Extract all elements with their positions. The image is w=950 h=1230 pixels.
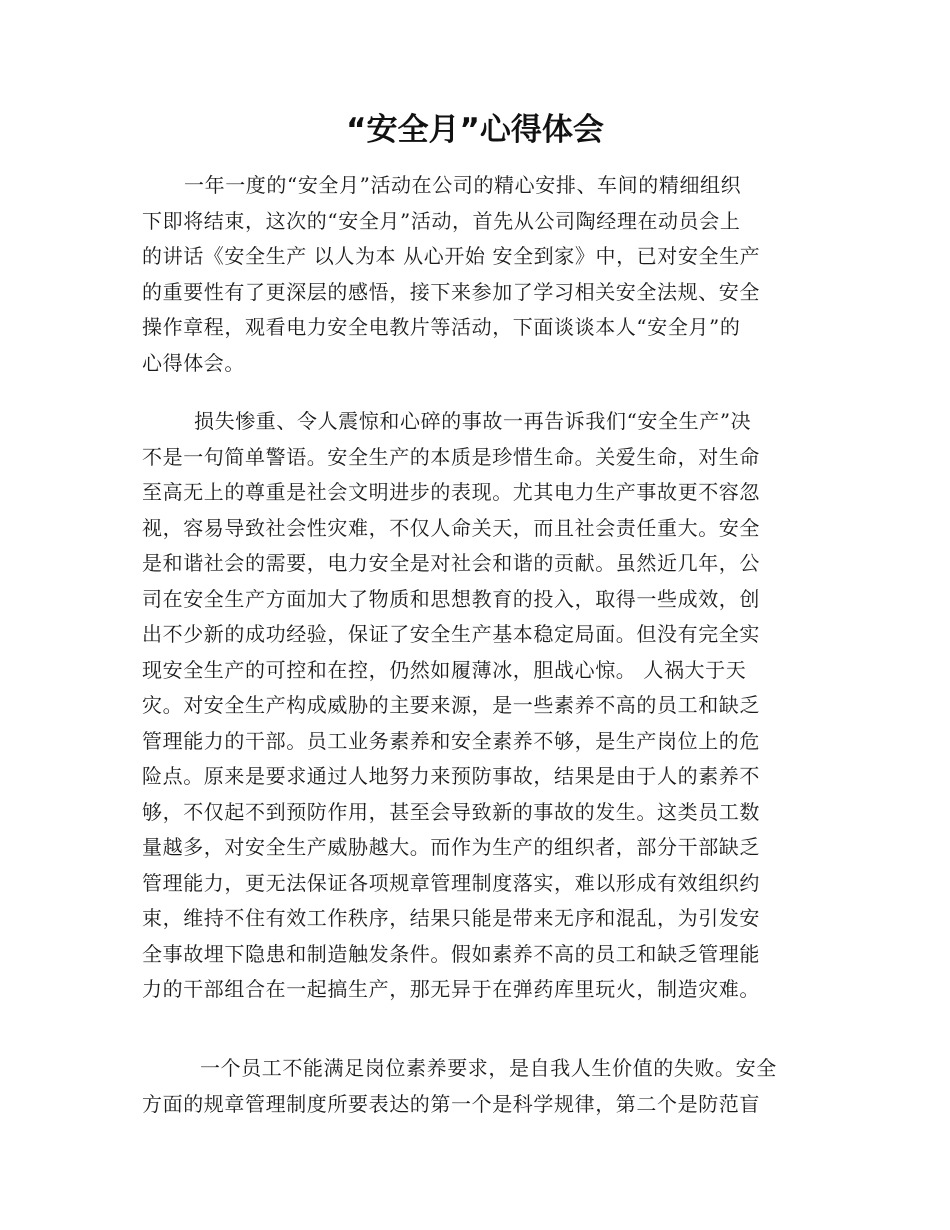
- paragraph-line: 视，容易导致社会性灾难，不仅人命关天，而且社会责任重大。安全: [142, 515, 760, 540]
- paragraph-line: 的重要性有了更深层的感悟，接下来参加了学习相关安全法规、安全: [142, 279, 760, 304]
- paragraph-line: 司在安全生产方面加大了物质和思想教育的投入，取得一些成效，创: [142, 586, 760, 611]
- paragraph-2: [142, 404, 806, 1008]
- paragraph-line: 够，不仅起不到预防作用，甚至会导致新的事故的发生。这类员工数: [142, 799, 760, 824]
- paragraph-line: 方面的规章管理制度所要表达的第一个是科学规律，第二个是防范盲: [142, 1091, 760, 1116]
- document-title: “安全月”心得体会: [346, 112, 604, 148]
- paragraph-line: 一年一度的“安全月”活动在公司的精心安排、车间的精细组织: [184, 173, 742, 197]
- paragraph-line: 不是一句简单警语。安全生产的本质是珍惜生命。关爱生命，对生命: [142, 444, 760, 469]
- paragraph-line: 束，维持不住有效工作秩序，结果只能是带来无序和混乱，为引发安: [142, 906, 760, 930]
- paragraph-line: 险点。原来是要求通过人地努力来预防事故，结果是由于人的素养不: [142, 764, 760, 788]
- paragraph-line: 管理能力的干部。员工业务素养和安全素养不够，是生产岗位上的危: [142, 728, 760, 753]
- paragraph-line: 力的干部组合在一起搞生产，那无异于在弹药库里玩火，制造灾难。: [142, 977, 760, 1001]
- paragraph-line: 一个员工不能满足岗位素养要求，是自我人生价值的失败。安全: [200, 1056, 777, 1080]
- paragraph-3: [142, 1051, 806, 1122]
- paragraph-line: 操作章程，观看电力安全电教片等活动，下面谈谈本人“安全月”的: [142, 315, 741, 339]
- paragraph-line: 心得体会。: [142, 350, 245, 375]
- paragraph-line: 损失惨重、令人震惊和心碎的事故一再告诉我们“安全生产”决: [194, 409, 752, 433]
- paragraph-line: 的讲话《安全生产 以人为本 从心开始 安全到家》中，已对安全生产: [142, 244, 761, 268]
- paragraph-line: 至高无上的尊重是社会文明进步的表现。尤其电力生产事故更不容忽: [142, 480, 760, 504]
- paragraph-line: 下即将结束，这次的“安全月”活动，首先从公司陶经理在动员会上: [142, 208, 741, 233]
- paragraph-line: 是和谐社会的需要，电力安全是对社会和谐的贡献。虽然近几年，公: [142, 551, 760, 575]
- paragraph-line: 现安全生产的可控和在控，仍然如履薄冰，胆战心惊。 人祸大于天: [142, 657, 747, 682]
- paragraph-line: 量越多，对安全生产威胁越大。而作为生产的组织者，部分干部缺乏: [142, 835, 760, 859]
- paragraph-line: 灾。对安全生产构成威胁的主要来源，是一些素养不高的员工和缺乏: [142, 693, 760, 717]
- paragraph-line: 出不少新的成功经验，保证了安全生产基本稳定局面。但没有完全实: [142, 622, 760, 646]
- paragraph-line: 管理能力，更无法保证各项规章管理制度落实，难以形成有效组织约: [142, 870, 760, 895]
- paragraph-1: [142, 168, 806, 381]
- paragraph-line: 全事故埋下隐患和制造触发条件。假如素养不高的员工和缺乏管理能: [142, 941, 760, 966]
